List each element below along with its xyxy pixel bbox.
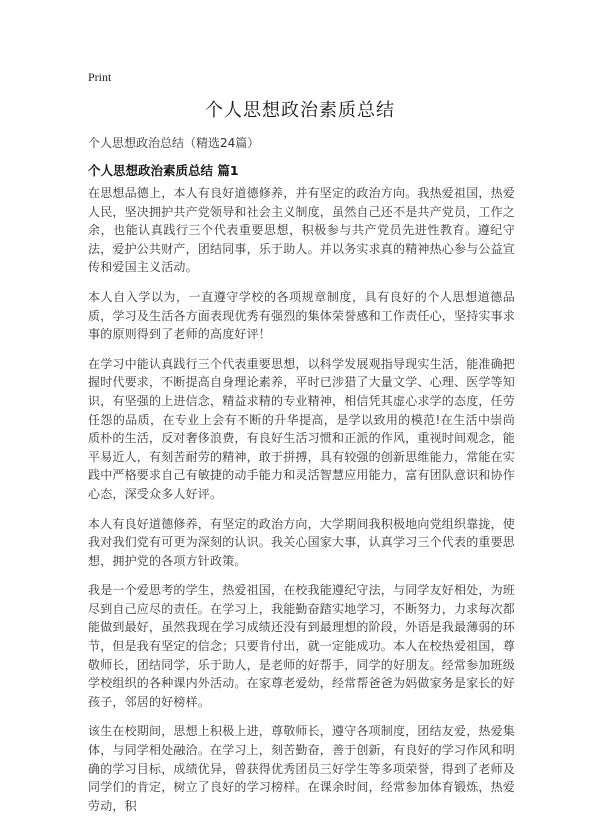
paragraph-3: 在学习中能认真践行三个代表重要思想，以科学发展观指导现实生活，能准确把握时代要求，不断提高自身理论素养，平时已涉猎了大量文学、心理、医学等知识，有坚强的上进信念，精益求精的专业精神，相信凭其虚心求学的态度，任劳任怨的品质，在专业上会有不断的升华提高，是学以致用的模范!在生活中崇尚质朴的生活，反对奢侈浪费，有良好生活习惯和正派的作风，重视时间观念，能平易近人，有刻苦耐劳的精神，敢于拼搏，具有较强的创新思维能力，常能在实践中严格要求自己有敏捷的动手能力和灵活智慧应用能力，富有团队意识和协作心态，深受众多人好评。 (88, 356, 516, 501)
paragraph-4: 本人有良好道德修养，有坚定的政治方向，大学期间我积极地向党组织靠拢，使我对我们党有可更为深刻的认识。我关心国家大事，认真学习三个代表的重要思想，拥护党的各项方针政策。 (88, 516, 516, 568)
paragraph-1: 在思想品德上，本人有良好道德修养，并有坚定的政治方向。我热爱祖国，热爱人民，坚决拥护共产党领导和社会主义制度，虽然自己还不是共产党员，工作之余，也能认真践行三个代表重要思想，积极参与共产党员先进性教育。遵纪守法，爱护公共财产，团结同事，乐于助人。并以务实求真的精神热心参与公益宣传和爱国主义活动。 (88, 186, 516, 275)
print-link[interactable]: Print (88, 70, 112, 84)
paragraph-5: 我是一个爱思考的学生，热爱祖国，在校我能遵纪守法，与同学友好相处，为班尽到自己应尽的责任。在学习上，我能勤奋踏实地学习，不断努力，力求每次都能做到最好，虽然我现在学习成绩还没有到最理想的阶段，外语是我最薄弱的环节，但是我有坚定的信念；只要肯付出，就一定能成功。本人在校热爱祖国，尊敬师长，团结同学，乐于助人，是老师的好帮手，同学的好朋友。经常参加班级学校组织的各种课内外活动。在家尊老爱幼，经常帮爸爸为妈做家务是家长的好孩子，邻居的好榜样。 (88, 583, 516, 709)
document-body (88, 184, 515, 826)
section-heading: 个人思想政治素质总结 篇1 (88, 163, 239, 178)
paragraph-2: 本人自入学以为，一直遵守学校的各项规章制度，具有良好的个人思想道德品质，学习及生活各方面表现优秀有强烈的集体荣誉感和工作责任心，坚持实事求事的原则得到了老师的高度好评！ (88, 289, 516, 342)
paragraph-6: 该生在校期间，思想上积极上进，尊敬师长，遵守各项制度，团结友爱，热爱集体，与同学相处融洽。在学习上，刻苦勤奋，善于创新，有良好的学习作风和明确的学习目标，成绩优异，曾获得优秀团员三好学生等多项荣誉，得到了老师及同学们的肯定，树立了良好的学习榜样。在课余时间，经常参加体育锻炼，热爱劳动，积 (88, 724, 516, 813)
page-title: 个人思想政治素质总结 (205, 100, 395, 121)
document-subtitle: 个人思想政治总结（精选24篇） (88, 136, 260, 150)
